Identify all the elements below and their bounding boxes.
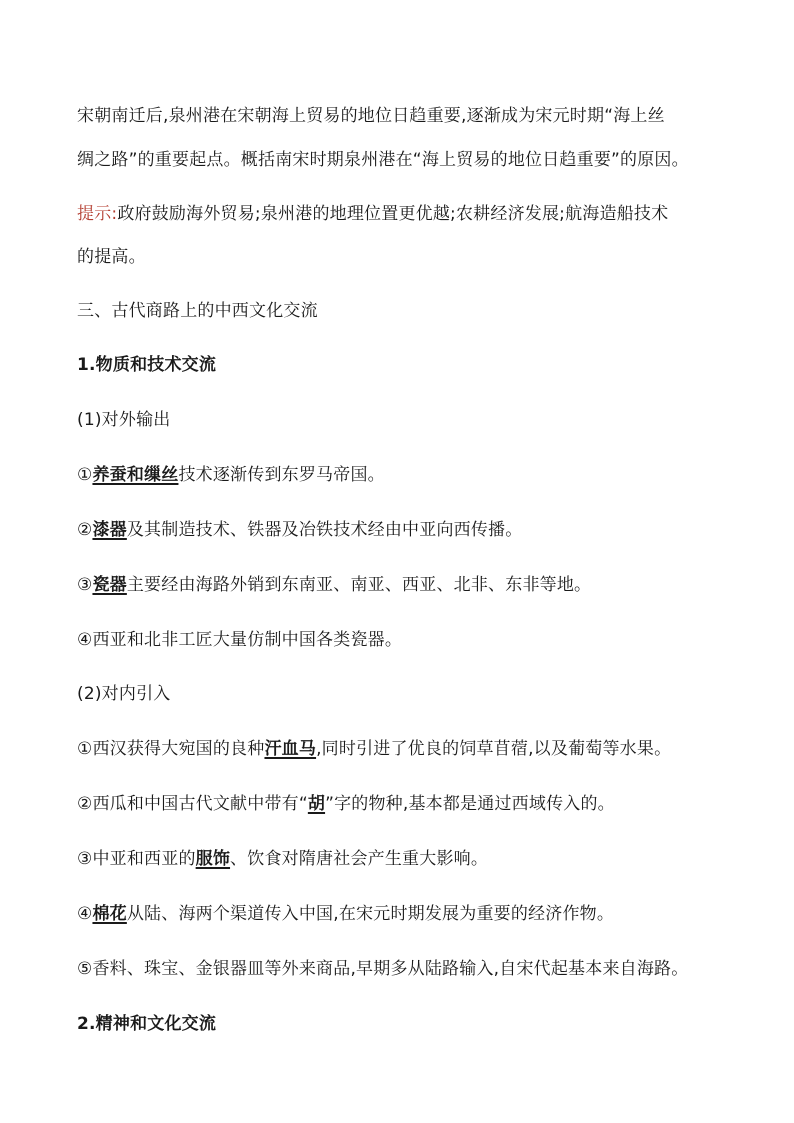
list-heading: (1)对外输出 [77, 410, 171, 430]
key-term: 胡 [307, 794, 326, 814]
key-term: 服饰 [195, 849, 231, 869]
item-text: 技术逐渐传到东罗马帝国。 [178, 465, 385, 485]
list-item: ⑤香料、珠宝、金银器皿等外来商品,早期多从陆路输入,自宋代起基本来自海路。 [77, 959, 689, 979]
item-text: ④ [77, 904, 93, 924]
key-term: 瓷器 [92, 575, 127, 595]
item-text: 从陆、海两个渠道传入中国,在宋元时期发展为重要的经济作物。 [126, 904, 615, 924]
hint-text: 政府鼓励海外贸易;泉州港的地理位置更优越;农耕经济发展;航海造船技术 [117, 204, 669, 224]
list-heading: (2)对内引入 [77, 684, 171, 704]
key-term: 棉花 [92, 904, 127, 924]
list-item [77, 737, 671, 761]
paragraph-line: 绸之路”的重要起点。概括南宋时期泉州港在“海上贸易的地位日趋重要”的原因。 [77, 150, 689, 170]
hint-line [77, 202, 668, 226]
list-item [77, 463, 385, 487]
list-item [77, 847, 488, 871]
key-term: 养蚕和缫丝 [92, 465, 179, 485]
item-prefix: ① [77, 465, 93, 485]
item-text: ①西汉获得大宛国的良种 [77, 739, 265, 759]
item-prefix: ③ [77, 575, 93, 595]
key-term: 汗血马 [264, 739, 317, 759]
subsection-heading: 2.精神和文化交流 [77, 1014, 217, 1034]
list-item [77, 902, 614, 926]
item-text: ②西瓜和中国古代文献中带有“ [77, 794, 308, 814]
hint-label: 提示: [77, 204, 118, 224]
list-item [77, 573, 591, 597]
hint-line: 的提高。 [77, 247, 146, 267]
subsection-heading: 1.物质和技术交流 [77, 355, 217, 375]
key-term: 漆器 [92, 520, 127, 540]
item-text: 、饮食对隋唐社会产生重大影响。 [230, 849, 489, 869]
item-text: ,同时引进了优良的饲草苜蓿,以及葡萄等水果。 [316, 739, 672, 759]
item-text: ③中亚和西亚的 [77, 849, 196, 869]
section-heading: 三、古代商路上的中西文化交流 [77, 301, 318, 321]
list-item: ④西亚和北非工匠大量仿制中国各类瓷器。 [77, 630, 403, 650]
list-item [77, 518, 522, 542]
item-text: 及其制造技术、铁器及冶铁技术经由中亚向西传播。 [126, 520, 523, 540]
item-text: 主要经由海路外销到东南亚、南亚、西亚、北非、东非等地。 [126, 575, 592, 595]
paragraph-line: 宋朝南迁后,泉州港在宋朝海上贸易的地位日趋重要,逐渐成为宋元时期“海上丝 [77, 106, 665, 126]
item-prefix: ② [77, 520, 93, 540]
item-text: ”字的物种,基本都是通过西域传入的。 [325, 794, 615, 814]
list-item [77, 792, 615, 816]
